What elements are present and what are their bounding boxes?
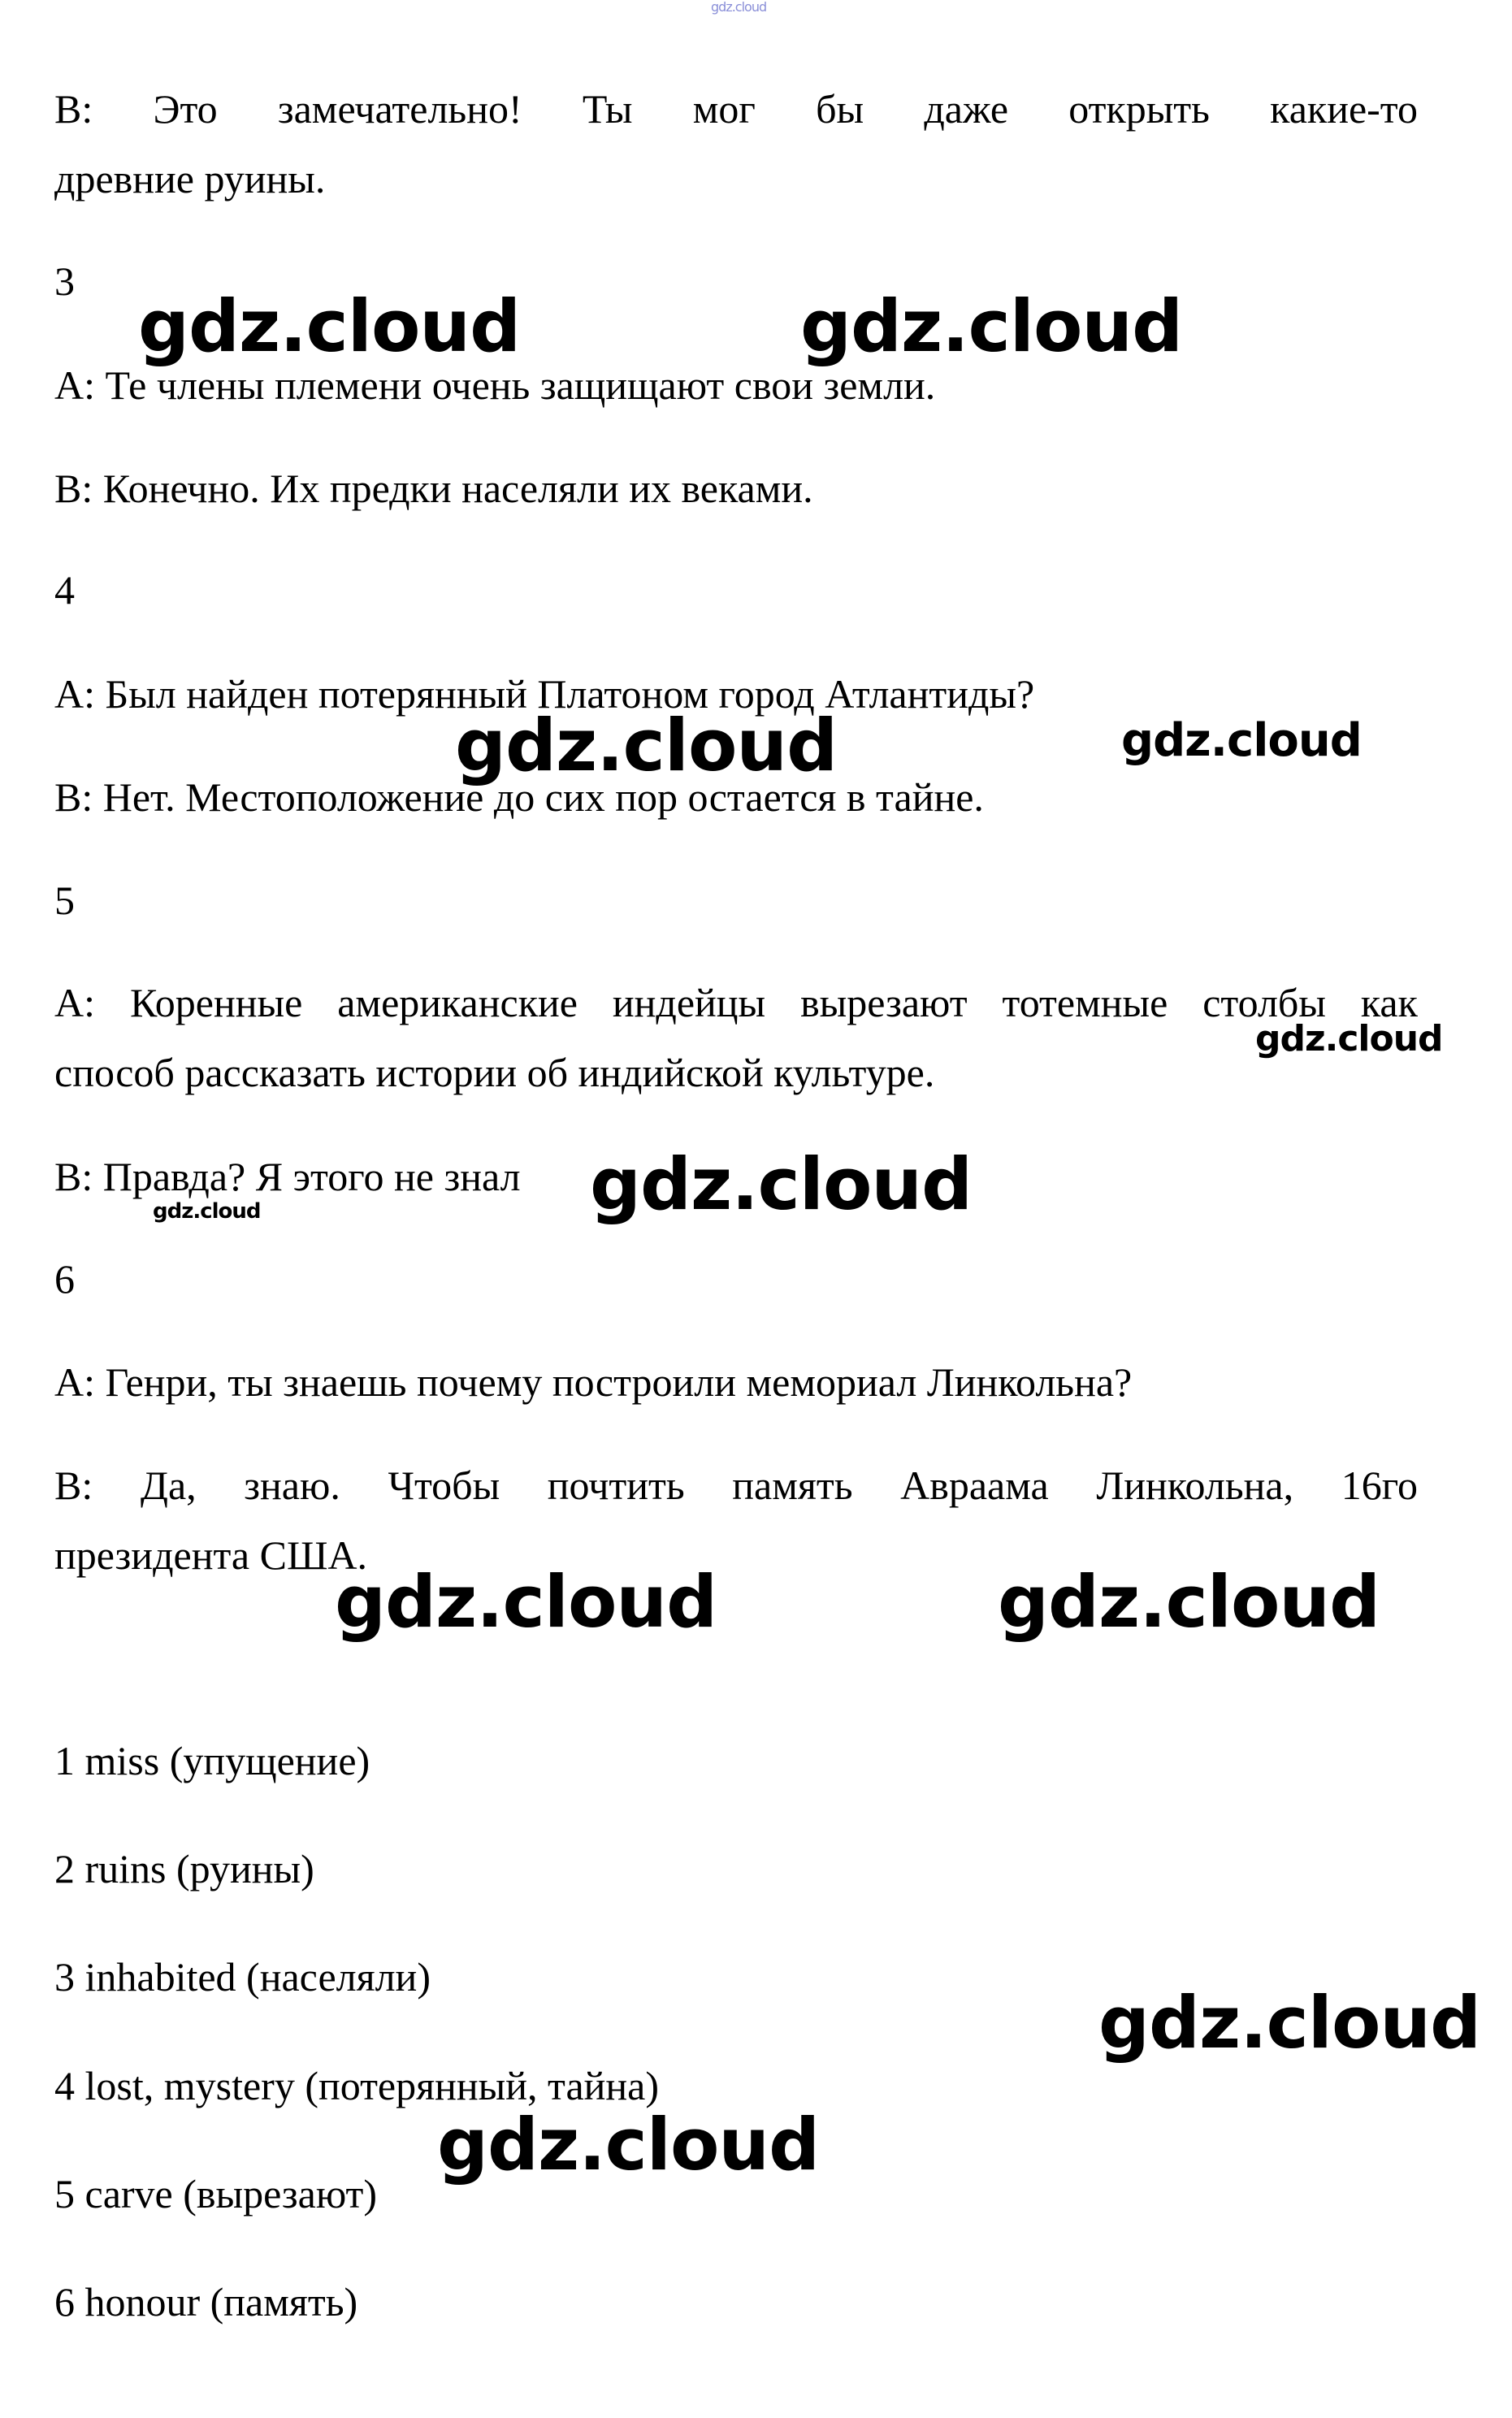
dialogue-6-number: 6	[54, 1256, 75, 1302]
vocabulary-item: 4 lost, mystery (потерянный, тайна)	[54, 2063, 659, 2108]
dialogue-6-b-word: B:	[54, 1462, 93, 1508]
dialogue-6-b-word: Чтобы	[388, 1462, 500, 1508]
dialogue-5-a-word: Коренные	[129, 980, 303, 1025]
watermark: gdz.cloud	[455, 704, 838, 787]
watermark: gdz.cloud	[1255, 1018, 1443, 1060]
dialogue-6-a: A: Генри, ты знаешь почему построили мемориал Линкольна?	[54, 1359, 1133, 1405]
watermark: gdz.cloud	[1098, 1981, 1481, 2065]
dialogue-4-b: B: Нет. Местоположение до сих пор остается в тайне.	[54, 774, 984, 820]
watermark: gdz.cloud	[590, 1142, 973, 1226]
watermark: gdz.cloud	[153, 1199, 261, 1224]
dialogue-2-b-word: открыть	[1068, 86, 1210, 132]
dialogue-5-a-word: индейцы	[612, 980, 766, 1025]
dialogue-3-a: A: Те члены племени очень защищают свои земли.	[54, 362, 936, 408]
dialogue-2-b-line1	[54, 86, 1418, 132]
dialogue-5-a-word: вырезают	[800, 980, 968, 1025]
dialogue-2-b-word: замечательно!	[277, 86, 522, 132]
watermark: gdz.cloud	[1121, 714, 1362, 767]
dialogue-6-b-line1	[54, 1462, 1418, 1508]
dialogue-5-b: B: Правда? Я этого не знал	[54, 1154, 521, 1199]
dialogue-6-b-word: почтить	[547, 1462, 685, 1508]
dialogue-6-b-word: 16го	[1341, 1462, 1418, 1508]
dialogue-2-b-line2: древние руины.	[54, 156, 326, 202]
vocabulary-item: 6 honour (память)	[54, 2279, 358, 2325]
dialogue-3-b: B: Конечно. Их предки населяли их веками.	[54, 466, 813, 511]
dialogue-5-a-word: как	[1360, 980, 1418, 1025]
dialogue-2-b-word: Ты	[582, 86, 633, 132]
watermark: gdz.cloud	[998, 1560, 1380, 1644]
dialogue-4-a: A: Был найден потерянный Платоном город Атлантиды?	[54, 671, 1035, 717]
dialogue-2-b-word: B:	[54, 86, 93, 132]
dialogue-5-a-word: тотемные	[1002, 980, 1168, 1025]
watermark: gdz.cloud	[335, 1560, 717, 1644]
vocabulary-item: 3 inhabited (населяли)	[54, 1954, 431, 2000]
watermark: gdz.cloud	[138, 284, 521, 368]
dialogue-5-a-word: американские	[337, 980, 578, 1025]
vocabulary-item: 5 carve (вырезают)	[54, 2171, 378, 2216]
dialogue-5-a-line1	[54, 980, 1418, 1025]
dialogue-5-a-word: A:	[54, 980, 95, 1025]
vocabulary-item: 1 miss (упущение)	[54, 1738, 370, 1783]
dialogue-6-b-word: Да,	[140, 1462, 197, 1508]
dialogue-6-b-word: Авраама	[900, 1462, 1049, 1508]
dialogue-6-b-word: память	[732, 1462, 853, 1508]
watermark-top: gdz.cloud	[711, 0, 767, 15]
dialogue-4-number: 4	[54, 567, 75, 613]
dialogue-2-b-word: Это	[153, 86, 218, 132]
dialogue-2-b-word: даже	[924, 86, 1009, 132]
dialogue-6-b-word: Линкольна,	[1096, 1462, 1294, 1508]
dialogue-2-b-word: мог	[692, 86, 756, 132]
dialogue-2-b-word: какие-то	[1270, 86, 1418, 132]
dialogue-2-b-word: бы	[816, 86, 864, 132]
vocabulary-item: 2 ruins (руины)	[54, 1846, 314, 1892]
dialogue-5-number: 5	[54, 878, 75, 923]
dialogue-3-number: 3	[54, 258, 75, 304]
dialogue-5-a-word: столбы	[1202, 980, 1326, 1025]
watermark: gdz.cloud	[800, 284, 1183, 368]
dialogue-6-b-line2: президента США.	[54, 1532, 368, 1578]
watermark: gdz.cloud	[437, 2103, 820, 2186]
dialogue-5-a-line2: способ рассказать истории об индийской культуре.	[54, 1050, 935, 1095]
dialogue-6-b-word: знаю.	[244, 1462, 340, 1508]
